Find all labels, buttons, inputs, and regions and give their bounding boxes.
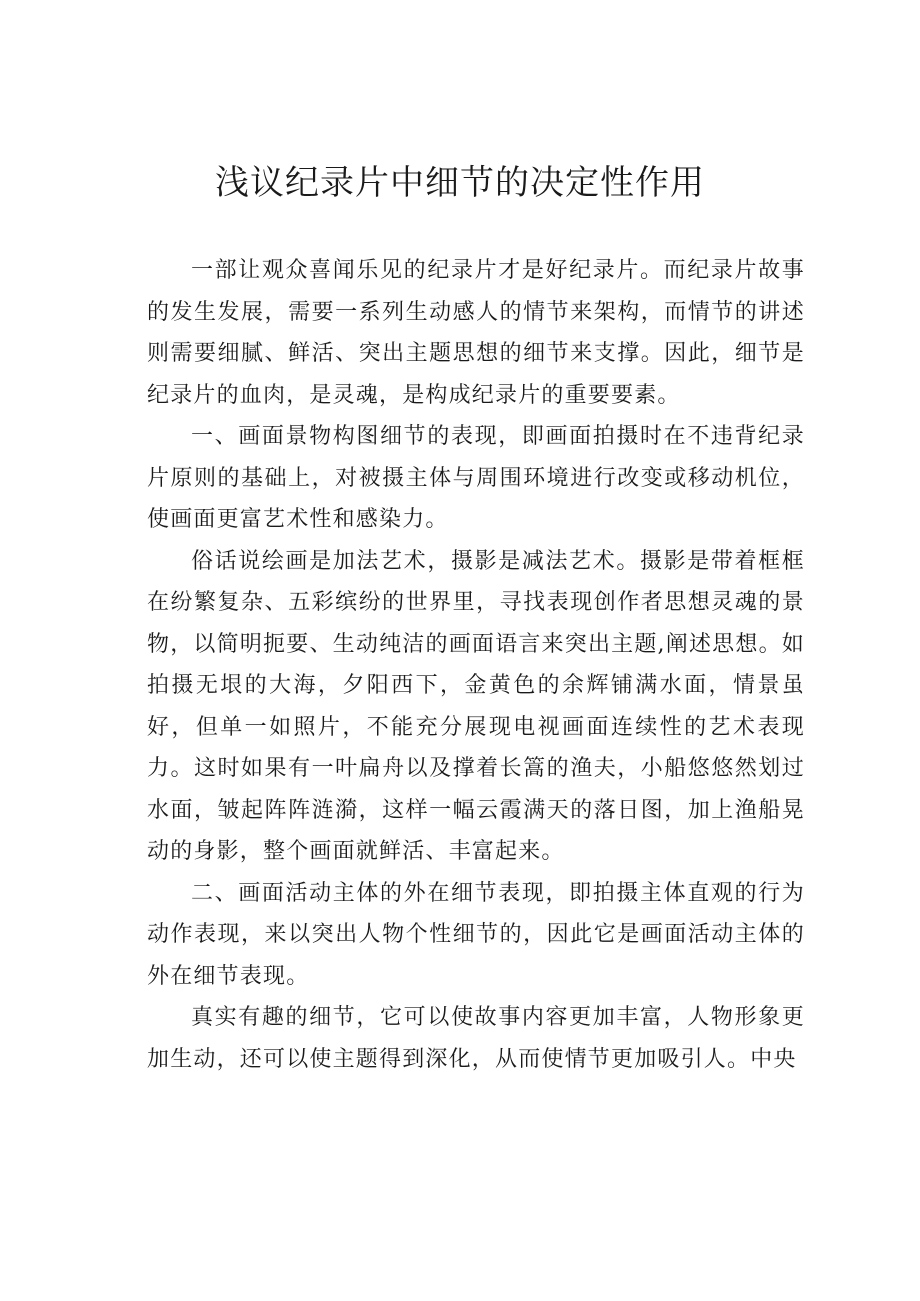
- paragraph: 一部让观众喜闻乐见的纪录片才是好纪录片。而纪录片故事的发生发展，需要一系列生动感人的情节来架构，而情节的讲述则需要细腻、鲜活、突出主题思想的细节来支撑。因此，细节是纪录片的血肉，是灵魂，是构成纪录片的重要要素。: [147, 258, 805, 408]
- document-body: [147, 250, 805, 1080]
- paragraph: 俗话说绘画是加法艺术，摄影是减法艺术。摄影是带着框框在纷繁复杂、五彩缤纷的世界里，寻找表现创作者思想灵魂的景物，以简明扼要、生动纯洁的画面语言来突出主题,阐述思想。如拍摄无垠的大海，夕阳西下，金黄色的余辉铺满水面，情景虽好，但单一如照片，不能充分展现电视画面连续性的艺术表现力。这时如果有一叶扁舟以及撑着长篙的渔夫，小船悠悠然划过水面，皱起阵阵涟漪，这样一幅云霞满天的落日图，加上渔船晃动的身影，整个画面就鲜活、丰富起来。: [147, 548, 805, 864]
- paragraph: 一、画面景物构图细节的表现，即画面拍摄时在不违背纪录片原则的基础上，对被摄主体与周围环境进行改变或移动机位，使画面更富艺术性和感染力。: [147, 424, 805, 532]
- paragraph: 二、画面活动主体的外在细节表现，即拍摄主体直观的行为动作表现，来以突出人物个性细节的，因此它是画面活动主体的外在细节表现。: [147, 880, 805, 989]
- paragraph: 真实有趣的细节，它可以使故事内容更加丰富，人物形象更加生动，还可以使主题得到深化，从而使情节更加吸引人。中央: [147, 1005, 805, 1072]
- document-title: 浅议纪录片中细节的决定性作用: [215, 163, 705, 203]
